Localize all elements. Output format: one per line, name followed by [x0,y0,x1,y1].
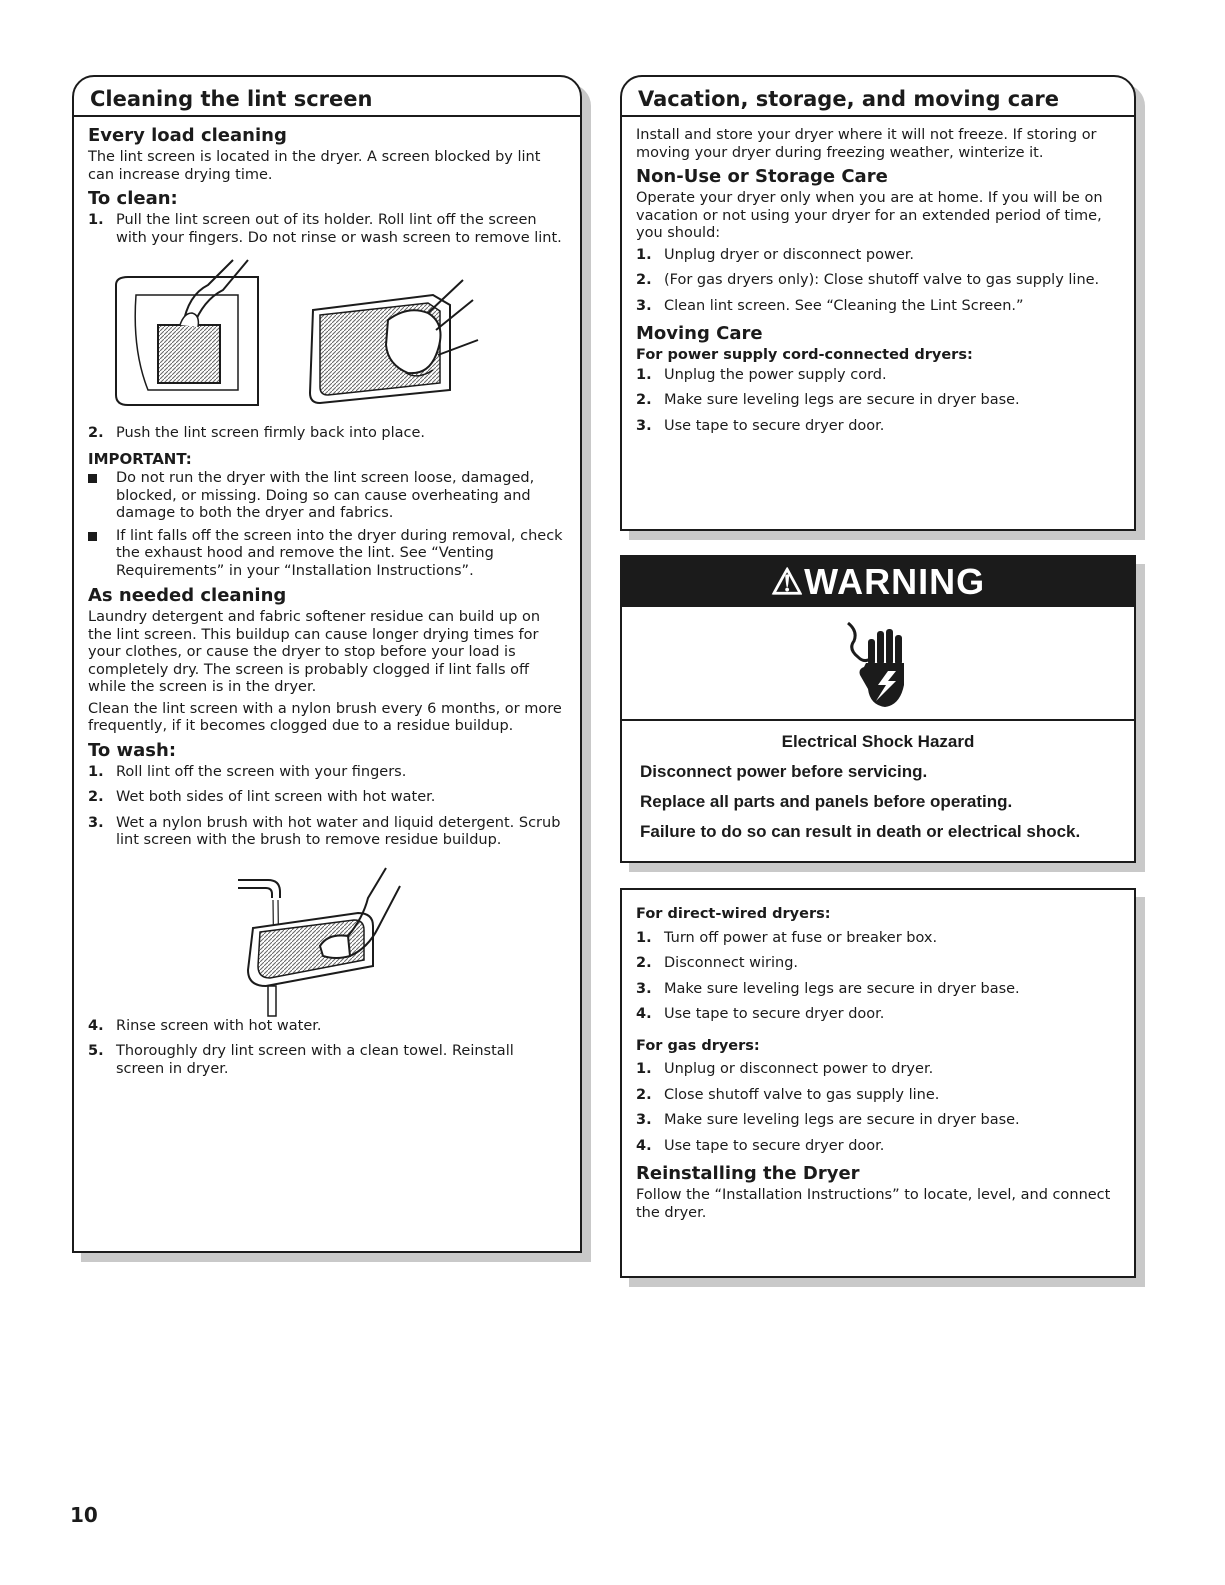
step-list [88,212,566,247]
warning-icon-area [622,607,1134,721]
step-list [636,930,1120,1024]
list-item: 1. Unplug the power supply cord. [636,366,887,383]
paragraph: Clean the lint screen with a nylon brush every 6 months, or more frequently, if it becomes clogged due to a residue buildup. [88,700,562,734]
section-title: Cleaning the lint screen [74,77,580,117]
list-item: 1. Turn off power at fuse or breaker box. [636,929,938,946]
electric-shock-hand-icon [840,613,920,713]
direct-wired-label: For direct-wired dryers: [636,906,831,922]
warning-line: Disconnect power before servicing. [640,762,928,781]
subheading: Every load cleaning [88,125,287,146]
list-item: 2. Make sure leveling legs are secure in dryer base. [636,392,1020,408]
step-list [88,1018,566,1079]
step-list [88,764,566,850]
warning-triangle-icon: ⚠ [770,561,805,602]
vacation-storage-section [620,75,1136,531]
lint-screen-washing-illustration [88,858,568,1018]
subheading: To wash: [88,739,177,761]
step-list [88,425,566,443]
list-item: 2. Disconnect wiring. [636,955,799,971]
subheading: Reinstalling the Dryer [636,1163,860,1184]
list-item: 5. Thoroughly dry lint screen with a clean towel. Reinstall screen in dryer. [88,1043,514,1077]
cord-connected-label: For power supply cord-connected dryers: [636,347,973,363]
paragraph: Install and store your dryer where it will not freeze. If storing or moving your dryer during freezing weather, winterize it. [636,127,1097,161]
step-list [636,367,1120,436]
gas-dryers-label: For gas dryers: [636,1037,760,1054]
list-item: 3. Wet a nylon brush with hot water and liquid detergent. Scrub lint screen with the brush to remove residue buildup. [88,814,561,848]
subheading: To clean: [88,188,178,209]
step-list [636,1061,1120,1155]
step-list [636,247,1120,316]
page-number: 10 [70,1503,98,1527]
subheading: As needed cleaning [88,585,287,606]
lint-screen-section [72,75,582,1253]
list-item: 1. Roll lint off the screen with your fingers. [88,763,407,780]
moving-care-continued-section [620,888,1136,1278]
list-item: 3. Make sure leveling legs are secure in dryer base. [636,980,1020,997]
list-item: 4. Use tape to secure dryer door. [636,1137,885,1154]
list-item: 4. Rinse screen with hot water. [88,1017,322,1034]
list-item: 2. Push the lint screen firmly back into place. [88,425,426,441]
bullet-square-icon [88,474,97,483]
list-item: Do not run the dryer with the lint screen loose, damaged, blocked, or missing. Doing so can cause overheating and damage to both the dryer and fabrics. [88,470,566,523]
lint-screen-hand-illustration [310,280,478,403]
list-item: 3. Make sure leveling legs are secure in dryer base. [636,1112,1020,1128]
list-item: 2. Wet both sides of lint screen with hot water. [88,789,436,805]
paragraph: Follow the “Installation Instructions” to locate, level, and connect the dryer. [636,1187,1111,1221]
bullet-square-icon [88,532,97,541]
warning-line: Failure to do so can result in death or electrical shock. [640,822,1081,841]
subheading: Non-Use or Storage Care [636,166,888,187]
list-item: 1. Unplug or disconnect power to dryer. [636,1061,934,1077]
paragraph: The lint screen is located in the dryer. A screen blocked by lint can increase drying time. [88,149,541,183]
bullet-list [88,470,566,580]
list-item: If lint falls off the screen into the dryer during removal, check the exhaust hood and remove the lint. See “Venting Requirements” in your “Installation Instructions”. [88,528,566,581]
warning-line: Replace all parts and panels before operating. [640,792,1013,811]
warning-box [620,555,1136,863]
warning-header: ⚠WARNING [622,557,1134,607]
list-item: 3. Clean lint screen. See “Cleaning the Lint Screen.” [636,297,1024,314]
list-item: 3. Use tape to secure dryer door. [636,417,885,434]
hazard-title: Electrical Shock Hazard [781,732,975,751]
list-item: 4. Use tape to secure dryer door. [636,1006,885,1022]
dryer-door-illustration [116,260,258,405]
list-item: 1. Unplug dryer or disconnect power. [636,246,915,263]
list-item: 2. Close shutoff valve to gas supply line. [636,1086,940,1103]
subheading: Moving Care [636,323,763,344]
important-label: IMPORTANT: [88,449,192,468]
lint-screen-removal-illustration [88,255,568,425]
list-item: 1. Pull the lint screen out of its holder. Roll lint off the screen with your fingers. Do not rinse or wash screen to remove lint. [88,212,562,246]
paragraph: Laundry detergent and fabric softener residue can build up on the lint screen. This buildup can cause longer drying times for your clothes, or cause the dryer to stop before your load is completely dry. The screen is probably clogged if lint falls off while the screen is in the dryer. [88,609,541,695]
list-item: 2. (For gas dryers only): Close shutoff valve to gas supply line. [636,272,1100,288]
paragraph: Operate your dryer only when you are at home. If you will be on vacation or not using your dryer for an extended period of time, you should: [636,190,1103,241]
section-title: Vacation, storage, and moving care [622,77,1134,117]
